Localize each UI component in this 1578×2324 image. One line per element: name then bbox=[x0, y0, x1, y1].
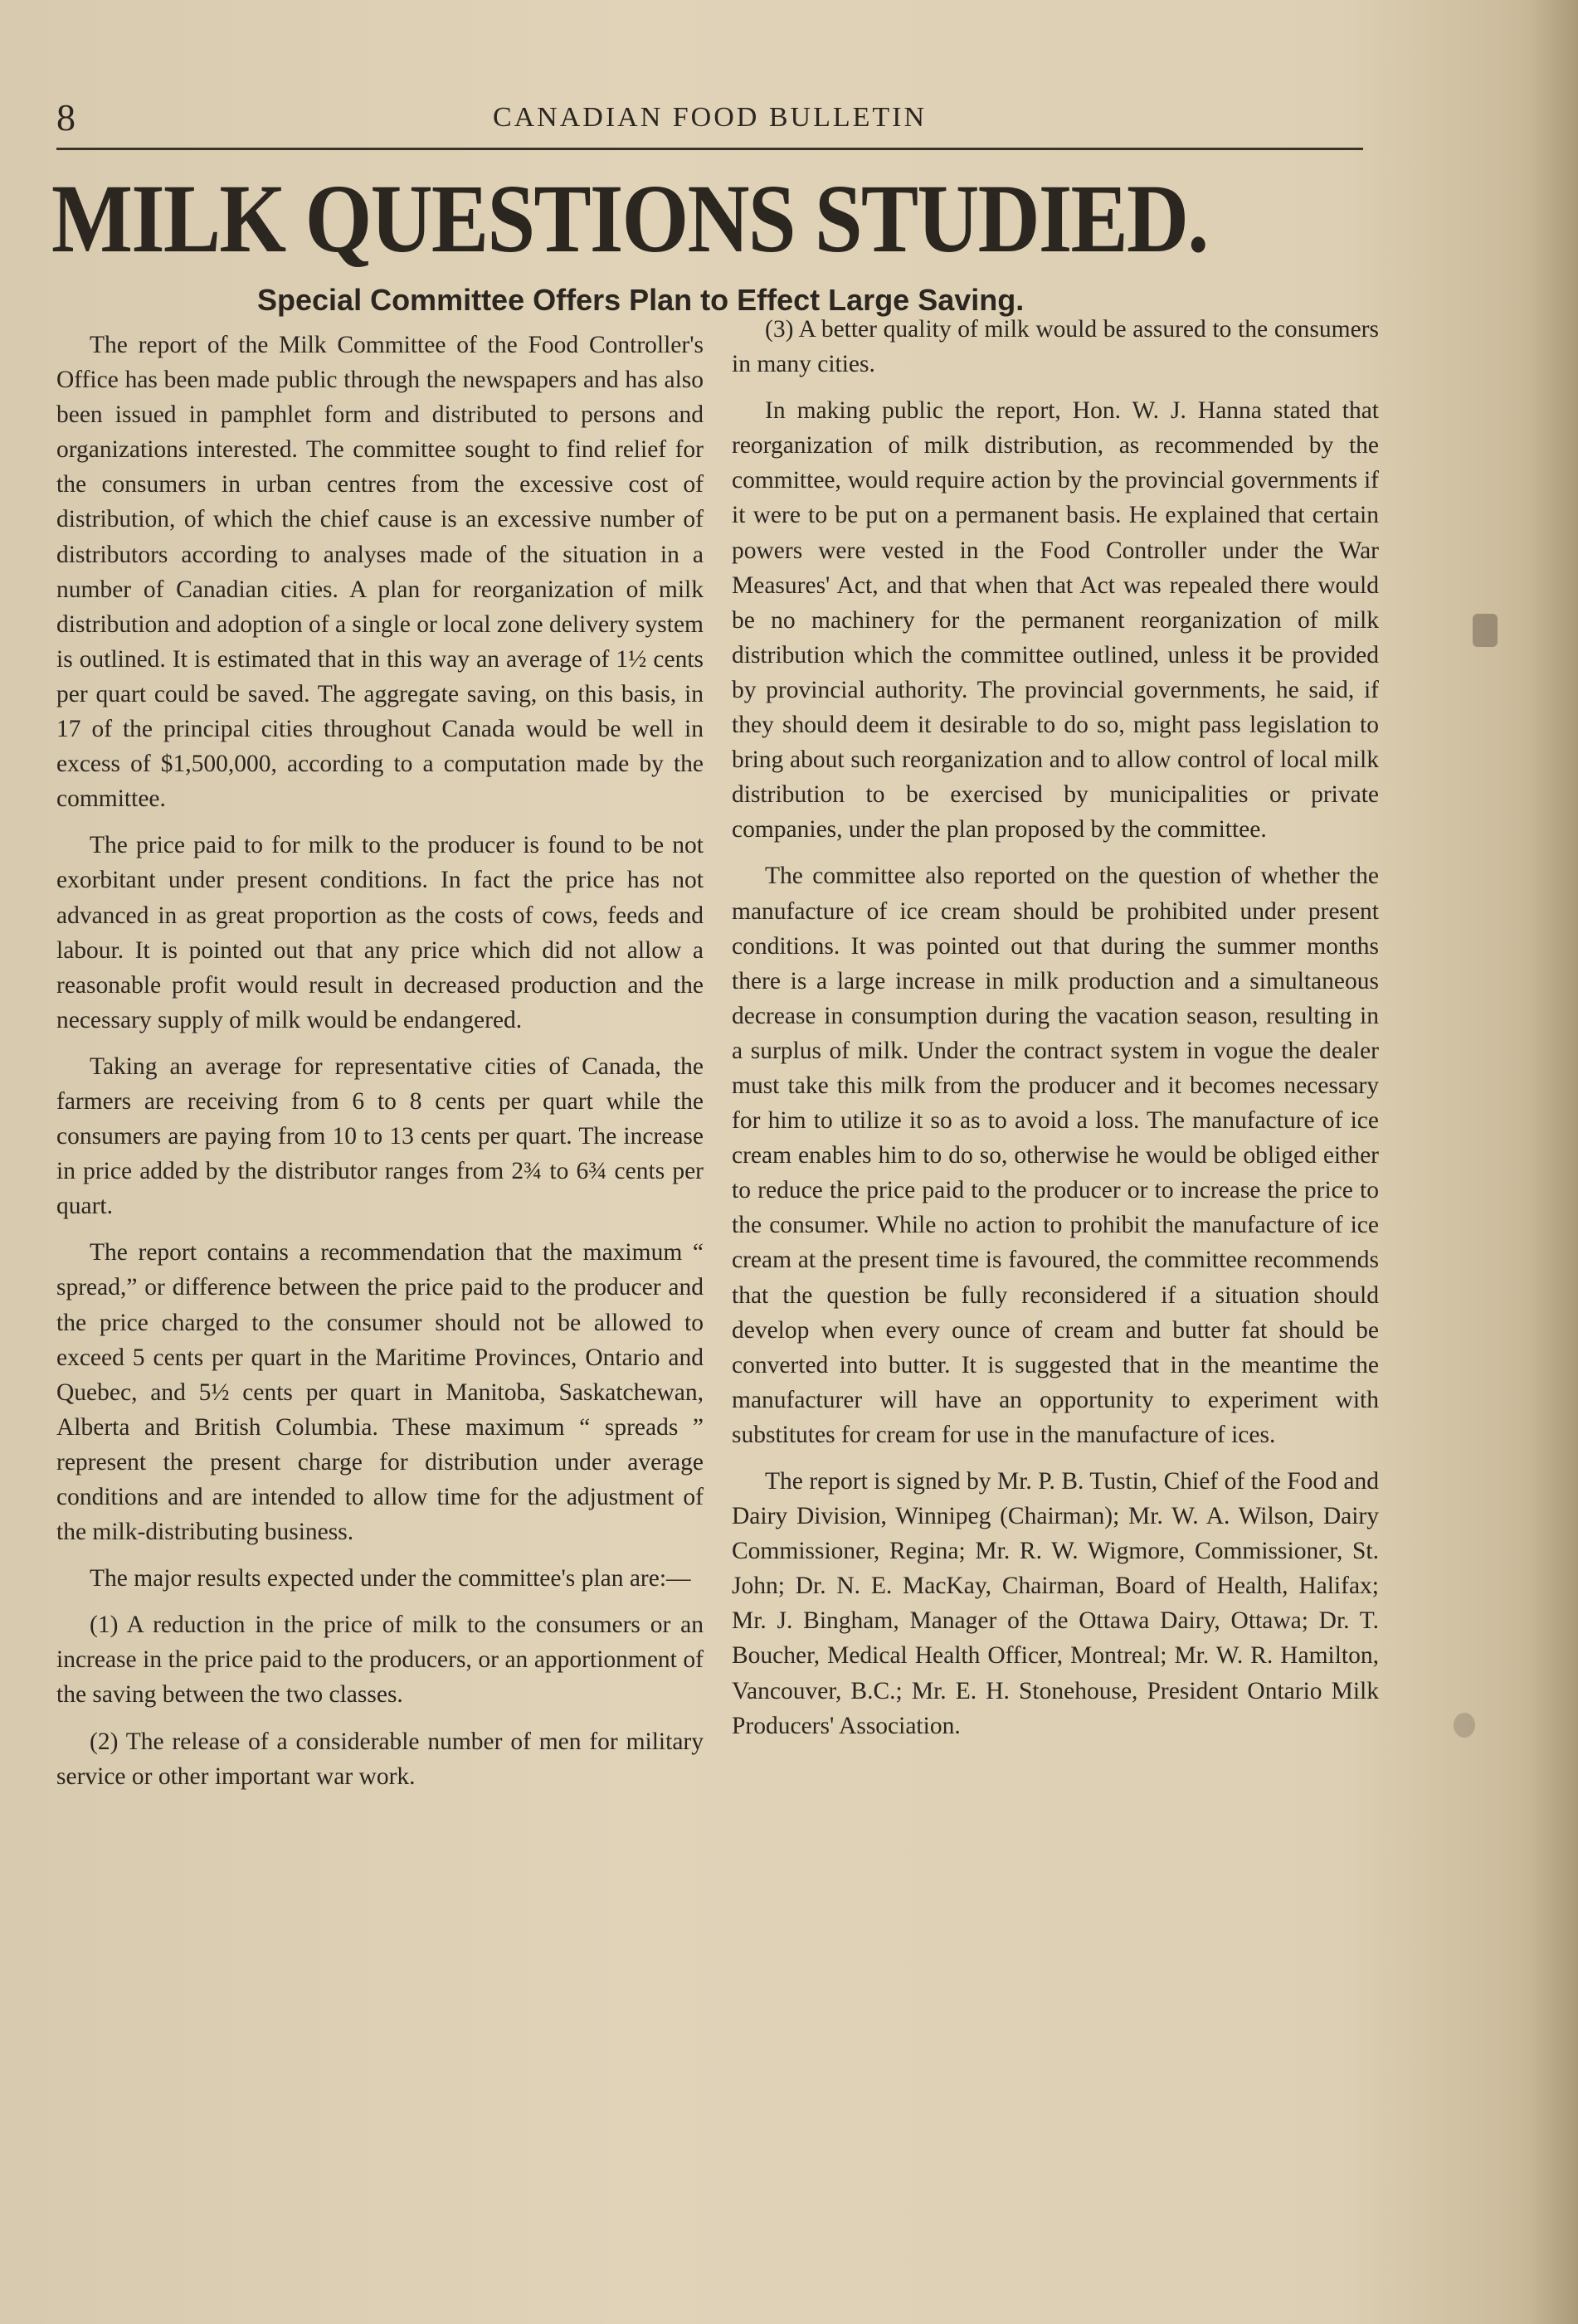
paragraph: The committee also reported on the question of whether the manufacture of ice cream should be prohibited under present conditions. It was pointed out that during the summer months there is a large increase in milk production and a simultaneous decrease in consumption during the vacation season, resulting in a surplus of milk. Under the contract system in vogue the dealer must take this milk from the producer and it becomes necessary for him to utilize it so as to avoid a loss. The manufacture of ice cream enables him to do so, otherwise he would be obliged either to reduce the price paid to the producer or to increase the price to the consumer. While no action to prohibit the manufacture of ice cream at the present time is favoured, the committee recommends that the question be fully reconsidered if a situation should develop when every ounce of cream and butter fat should be converted into butter. It is suggested that in the meantime the manufacturer will have an opportunity to experiment with substitutes for cream for use in the manufacture of ices. bbox=[732, 863, 1379, 1448]
paragraph: The major results expected under the committee's plan are:— bbox=[90, 1565, 691, 1592]
paragraph: (3) A better quality of milk would be assured to the consumers in many cities. bbox=[732, 316, 1379, 378]
page-header bbox=[56, 93, 1363, 143]
left-column bbox=[56, 328, 704, 1806]
paragraph: (2) The release of a considerable number of men for military service or other important war work. bbox=[56, 1728, 704, 1790]
article-headline: MILK QUESTIONS STUDIED. bbox=[51, 164, 1208, 273]
paragraph: (1) A reduction in the price of milk to the consumers or an increase in the price paid to the producers, or an apportionment of the saving between the two classes. bbox=[56, 1612, 704, 1709]
article-subheadline: Special Committee Offers Plan to Effect Large Saving. bbox=[257, 283, 1025, 317]
running-title: CANADIAN FOOD BULLETIN bbox=[492, 102, 928, 133]
paragraph: The report contains a recommendation that the maximum “ spread,” or difference between the price paid to the producer and the price charged to the consumer should not be allowed to exceed 5 cents per quart in the Maritime Provinces, Ontario and Quebec, and 5½ cents per quart in Manitoba, Saskatchewan, Alberta and British Columbia. These maximum “ spreads ” represent the present charge for distribution under average conditions and are intended to allow time for the adjustment of the milk-distributing business. bbox=[56, 1239, 704, 1546]
page-edge-shadow bbox=[1528, 0, 1578, 2324]
paragraph: The report of the Milk Committee of the Food Controller's Office has been made public through the newspapers and has also been issued in pamphlet form and distributed to persons and organizations interested. The committee sought to find relief for the consumers in urban centres from the excessive cost of distribution, of which the chief cause is an excessive number of distributors according to analyses made of the situation in a number of Canadian cities. A plan for reorganization of milk distribution and adoption of a single or local zone delivery system is outlined. It is estimated that in this way an average of 1½ cents per quart could be saved. The aggregate saving, on this basis, in 17 of the principal cities throughout Canada would be well in excess of $1,500,000, according to a computation made by the committee. bbox=[56, 332, 704, 813]
page-number: 8 bbox=[56, 96, 75, 139]
header-rule bbox=[56, 148, 1363, 150]
paragraph: The report is signed by Mr. P. B. Tustin, Chief of the Food and Dairy Division, Winnipeg (Chairman); Mr. W. A. Wilson, Dairy Commissioner, Regina; Mr. R. W. Wigmore, Commissioner, St. John; Dr. N. E. MacKay, Chairman, Board of Health, Halifax; Mr. J. Bingham, Manager of the Ottawa Dairy, Ottawa; Dr. T. Boucher, Medical Health Officer, Montreal; Mr. W. R. Hamilton, Vancouver, B.C.; Mr. E. H. Stonehouse, President Ontario Milk Producers' Association. bbox=[732, 1468, 1379, 1739]
paragraph: Taking an average for representative cities of Canada, the farmers are receiving from 6 to 8 cents per quart while the consumers are paying from 10 to 13 cents per quart. The increase in price added by the distributor ranges from 2¾ to 6¾ cents per quart. bbox=[56, 1053, 704, 1220]
paragraph: In making public the report, Hon. W. J. Hanna stated that reorganization of milk distribution, as recommended by the committee, would require action by the provincial governments if it were to be put on a permanent basis. He explained that certain powers were vested in the Food Controller under the War Measures' Act, and that when that Act was repealed there would be no machinery for the permanent reorganization of milk distribution which the committee outlined, unless it be provided by provincial authority. The provincial governments, he said, if they should deem it desirable to do so, might pass legislation to bring about such reorganization and to allow control of local milk distribution to be exercised by municipalities or private companies, under the plan proposed by the committee. bbox=[732, 397, 1379, 844]
page-blemish bbox=[1454, 1713, 1475, 1738]
right-column bbox=[732, 312, 1379, 1755]
page-blemish bbox=[1473, 614, 1498, 647]
paragraph: The price paid to for milk to the producer is found to be not exorbitant under present conditions. In fact the price has not advanced in as great proportion as the costs of cows, feeds and labour. It is pointed out that any price which did not allow a reasonable profit would result in decreased production and the necessary supply of milk would be endangered. bbox=[56, 832, 704, 1033]
